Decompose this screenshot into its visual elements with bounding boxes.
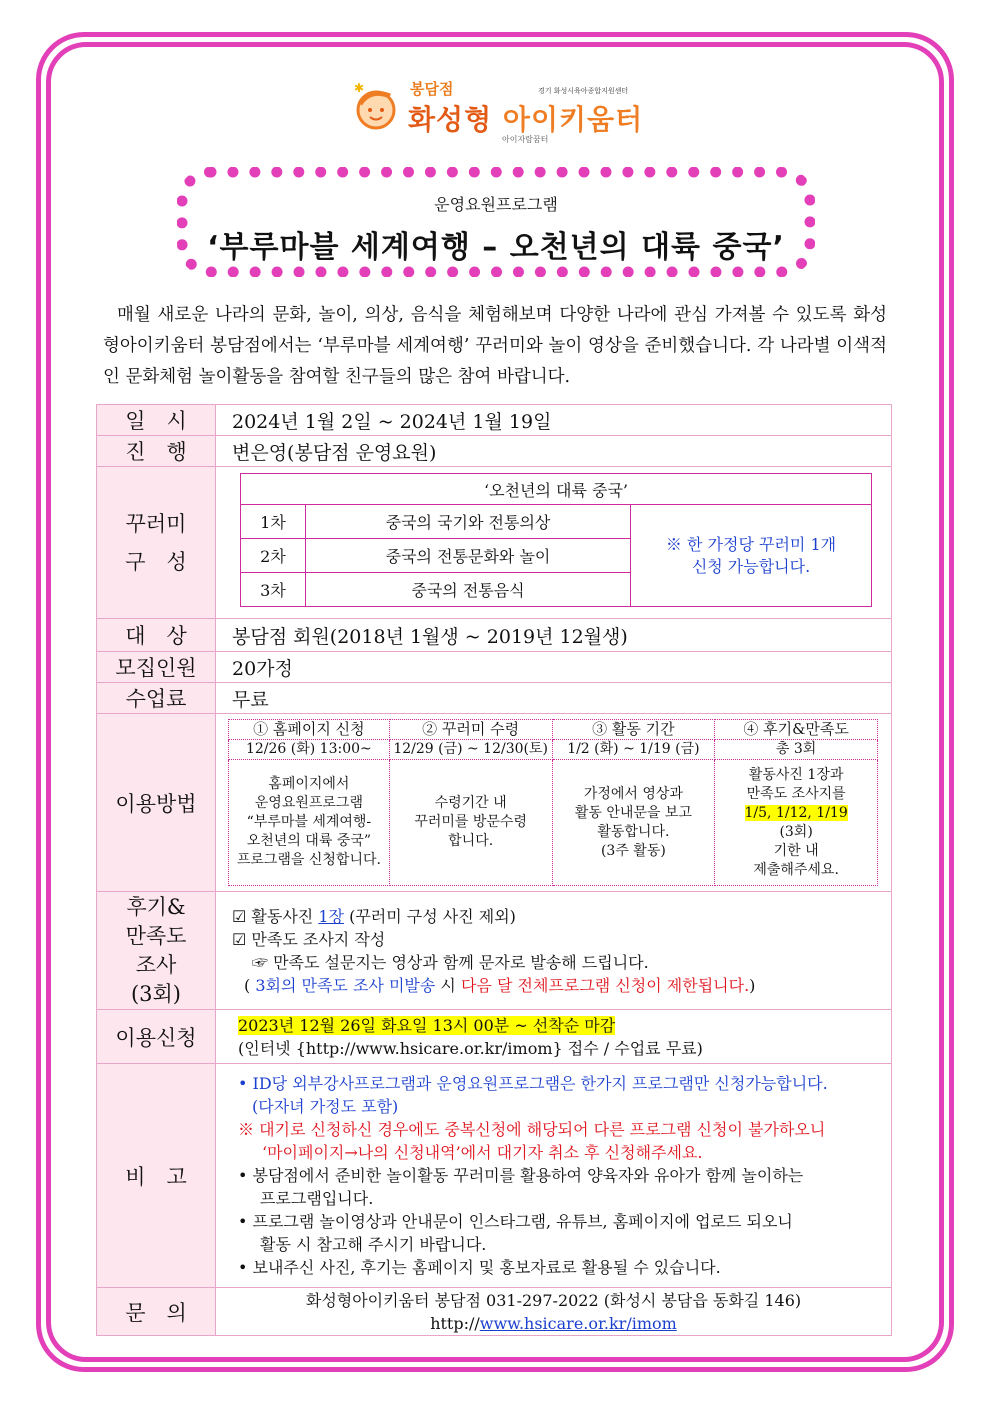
desc-line: 꾸러미를 방문수령 <box>414 814 527 830</box>
contact-cell <box>216 1288 892 1336</box>
notes-cell <box>216 1064 892 1288</box>
logo-branch: 봉담점 <box>410 80 454 98</box>
desc-line: (3주 활동) <box>600 842 666 859</box>
howto-cell <box>216 714 892 892</box>
note-2: ※ 대기로 신청하신 경우에도 중복신청에 해당되어 다른 프로그램 신청이 불가하오니 <box>238 1120 826 1139</box>
desc-line: (3회) <box>779 823 813 840</box>
step-date: 총 3회 <box>715 740 878 760</box>
step-title: ① 홈페이지 신청 <box>229 720 390 740</box>
apply-date-highlight: 2023년 12월 26일 화요일 13시 00분 ~ 선착순 마감 <box>238 1015 616 1035</box>
review-label-2: 만족도 <box>125 923 187 948</box>
review-label-1: 후기& <box>126 894 186 919</box>
desc-line: 활동사진 1장과 <box>748 766 844 783</box>
desc-line: 활동합니다. <box>597 823 670 840</box>
kit-cell <box>216 467 892 619</box>
kit-note <box>631 505 872 607</box>
review-line-2: ☑ 만족도 조사지 작성 <box>232 929 386 949</box>
review-line-3: ☞ 만족도 설문지는 영상과 함께 문자로 발송해 드립니다. <box>252 952 649 972</box>
note-5: • 보내주신 사진, 후기는 홈페이지 및 홍보자료로 활용될 수 있습니다. <box>238 1258 721 1277</box>
kit-header: ‘오천년의 대륙 중국’ <box>241 474 872 505</box>
program-subtitle: 운영요원프로그램 <box>434 195 558 214</box>
review-label <box>97 892 216 1010</box>
contact-line-1: 화성형아이키움터 봉담점 031-297-2022 (화성시 봉담읍 동화길 146) <box>305 1290 802 1310</box>
note-3b: 프로그램입니다. <box>260 1189 374 1208</box>
desc-line: 홈페이지에서 <box>268 776 350 792</box>
desc-highlight <box>715 804 877 823</box>
logo-name-a: 화성형 <box>408 103 503 136</box>
kit-label <box>97 467 216 619</box>
info-table <box>96 404 892 1336</box>
logo-org: 경기 화성시육아종합지원센터 <box>538 87 629 95</box>
desc-line: 합니다. <box>448 833 494 849</box>
howto-table <box>228 719 878 886</box>
desc-line: “부루마블 세계여행- <box>246 814 372 830</box>
kit-label-1: 꾸러미 <box>125 511 187 536</box>
review-line-1 <box>232 905 891 928</box>
desc-line: 수령기간 내 <box>434 795 507 811</box>
review-text: ☑ 활동사진 <box>232 906 319 926</box>
review-label-4: (3회) <box>130 981 182 1006</box>
logo <box>352 72 642 142</box>
step-date: 12/26 (화) 13:00~ <box>229 740 390 760</box>
step-title: ③ 활동 기간 <box>552 720 715 740</box>
count-value: 20가정 <box>216 652 892 683</box>
apply-cell <box>216 1010 892 1064</box>
logo-name <box>408 98 643 138</box>
desc-line: 제출해주세요. <box>753 861 839 878</box>
fee-label: 수업료 <box>97 683 216 714</box>
target-label: 대 상 <box>97 619 216 652</box>
note-1b: (다자녀 가정도 포함) <box>252 1097 399 1116</box>
note-1: • ID당 외부강사프로그램과 운영요원프로그램은 한가지 프로그램만 신청가능합니다. <box>238 1074 828 1093</box>
desc-line: 오천년의 대륙 중국” <box>246 833 371 849</box>
count-label: 모집인원 <box>97 652 216 683</box>
staff-label: 진 행 <box>97 436 216 467</box>
svg-text:✱: ✱ <box>354 82 365 95</box>
apply-label: 이용신청 <box>97 1010 216 1064</box>
desc-line: 기한 내 <box>773 842 819 859</box>
kit-item: 중국의 국기와 전통의상 <box>306 505 631 539</box>
review-text: ) <box>749 975 756 995</box>
desc-line: 가정에서 영상과 <box>583 785 683 802</box>
contact-url-prefix: http:// <box>430 1313 480 1333</box>
contact-label: 문 의 <box>97 1288 216 1336</box>
review-warning-red: 다음 달 전체프로그램 신청이 제한됩니다. <box>460 975 750 995</box>
program-title: ‘부루마블 세계여행 – 오천년의 대륙 중국’ <box>207 230 785 265</box>
child-face-icon <box>352 82 402 132</box>
deadline-highlight: 1/5, 1/12, 1/19 <box>744 804 848 821</box>
kit-item: 중국의 전통음식 <box>306 573 631 607</box>
note-4: • 프로그램 놀이영상과 안내문이 인스타그램, 유튜브, 홈페이지에 업로드 되오니 <box>238 1212 793 1231</box>
kit-no: 3차 <box>241 573 306 607</box>
review-label-3: 조사 <box>135 952 177 977</box>
date-value: 2024년 1월 2일 ~ 2024년 1월 19일 <box>216 405 892 436</box>
desc-line: 활동 안내문을 보고 <box>574 804 692 821</box>
step-title: ② 꾸러미 수령 <box>389 720 552 740</box>
note-2b: ‘마이페이지→나의 신청내역’에서 대기자 취소 후 신청해주세요. <box>262 1143 703 1162</box>
step-desc <box>552 760 715 886</box>
note-4b: 활동 시 참고해 주시기 바랍니다. <box>260 1235 487 1254</box>
desc-line: 운영요원프로그램 <box>254 795 363 811</box>
date-label: 일 시 <box>97 405 216 436</box>
staff-value: 변은영(봉담점 운영요원) <box>216 436 892 467</box>
review-text: (꾸러미 구성 사진 제외) <box>343 906 516 926</box>
desc-line: 프로그램을 신청합니다. <box>236 852 381 868</box>
apply-line-1 <box>238 1014 891 1037</box>
kit-note-2: 신청 가능합니다. <box>691 556 811 576</box>
fee-value: 무료 <box>216 683 892 714</box>
logo-name-b: 아이키움터 <box>502 103 644 136</box>
review-text: ( <box>244 975 256 995</box>
kit-no: 2차 <box>241 539 306 573</box>
kit-note-1: ※ 한 가정당 꾸러미 1개 <box>665 534 837 554</box>
howto-label: 이용방법 <box>97 714 216 892</box>
kit-item: 중국의 전통문화와 놀이 <box>306 539 631 573</box>
notes-label: 비 고 <box>97 1064 216 1288</box>
contact-link[interactable]: www.hsicare.or.kr/imom <box>479 1313 677 1333</box>
intro-paragraph: 매월 새로운 나라의 문화, 놀이, 의상, 음식을 체험해보며 다양한 나라에 관심 가져볼 수 있도록 화성형아이키움터 봉담점에서는 ‘부루마블 세계여행’ 꾸러미와 놀이 영상을 준비했습니다. 각 나라별 이색적인 문화체험 놀이활동을 참여할 친구들의 많은 참여 바랍니다. <box>103 305 887 387</box>
kit-no: 1차 <box>241 505 306 539</box>
review-count: 1장 <box>318 906 344 926</box>
kit-label-2: 구 성 <box>125 549 187 574</box>
review-line-4 <box>232 974 891 997</box>
step-desc <box>229 760 390 886</box>
note-3: • 봉담점에서 준비한 놀이활동 꾸러미를 활용하여 양육자와 유아가 함께 놀이하는 <box>238 1166 804 1185</box>
review-text: 시 <box>435 975 461 995</box>
contact-line-2 <box>216 1312 891 1335</box>
desc-line: 만족도 조사지를 <box>746 785 846 802</box>
apply-line-2: (인터넷 {http://www.hsicare.or.kr/imom} 접수 / 수업료 무료) <box>238 1038 703 1058</box>
step-desc <box>715 760 878 886</box>
step-date: 12/29 (금) ~ 12/30(토) <box>389 740 552 760</box>
step-desc <box>389 760 552 886</box>
step-title: ④ 후기&만족도 <box>715 720 878 740</box>
review-cell <box>216 892 892 1010</box>
step-date: 1/2 (화) ~ 1/19 (금) <box>552 740 715 760</box>
logo-sub: 아이자람꿈터 <box>502 135 549 144</box>
kit-table <box>240 473 872 607</box>
review-warning-blue: 3회의 만족도 조사 미발송 <box>255 975 436 995</box>
target-value: 봉담점 회원(2018년 1월생 ~ 2019년 12월생) <box>216 619 892 652</box>
